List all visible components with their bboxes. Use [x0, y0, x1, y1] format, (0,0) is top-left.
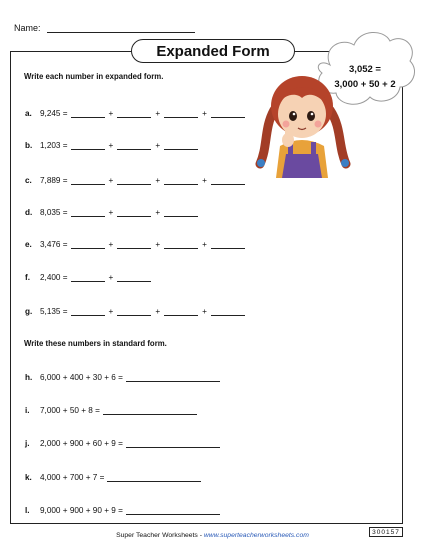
problem-letter: l. [25, 506, 30, 515]
answer-blank[interactable] [164, 176, 198, 185]
answer-blank[interactable] [71, 240, 105, 249]
problem-letter: f. [25, 273, 31, 282]
problem-expression: 6,000 + 400 + 30 + 6 = [40, 373, 123, 382]
answer-blank[interactable] [164, 109, 198, 118]
answer-blank[interactable] [211, 240, 245, 249]
problem-letter: b. [25, 141, 33, 150]
problem-letter: j. [25, 439, 30, 448]
problem-letter: g. [25, 307, 33, 316]
answer-blank[interactable] [211, 307, 245, 316]
answer-blank[interactable] [126, 439, 220, 448]
problem-letter: d. [25, 208, 33, 217]
answer-blank[interactable] [117, 208, 151, 217]
problem-f: f. 2,400 = + [25, 273, 154, 282]
problem-number: 3,476 = [40, 240, 68, 249]
problem-expression: 4,000 + 700 + 7 = [40, 473, 105, 482]
problem-expression: 9,000 + 900 + 90 + 9 = [40, 506, 123, 515]
answer-blank[interactable] [107, 473, 201, 482]
problem-h [25, 373, 223, 382]
answer-blank[interactable] [164, 208, 198, 217]
problem-i [25, 406, 200, 415]
problem-number: 1,203 = [40, 141, 68, 150]
answer-blank[interactable] [117, 273, 151, 282]
answer-blank[interactable] [71, 208, 105, 217]
girl-illustration [252, 66, 356, 178]
problem-number: 2,400 = [40, 273, 68, 282]
answer-blank[interactable] [126, 506, 220, 515]
problem-expression: 2,000 + 900 + 60 + 9 = [40, 439, 123, 448]
answer-blank[interactable] [211, 109, 245, 118]
problem-number: 5,135 = [40, 307, 68, 316]
problem-letter: a. [25, 109, 32, 118]
problem-expression: 7,000 + 50 + 8 = [40, 406, 100, 415]
name-label: Name: [14, 23, 41, 33]
footer-site-name: Super Teacher Worksheets - [116, 532, 204, 539]
bubble-line-2: 3,000 + 50 + 2 [334, 79, 396, 90]
problem-c: c. 7,889 = + + + [25, 176, 248, 185]
answer-blank[interactable] [117, 109, 151, 118]
answer-blank[interactable] [164, 240, 198, 249]
worksheet-code: 300157 [369, 527, 403, 537]
problem-g: g. 5,135 = + + + [25, 307, 248, 316]
answer-blank[interactable] [71, 109, 105, 118]
answer-blank[interactable] [71, 307, 105, 316]
answer-blank[interactable] [71, 273, 105, 282]
instruction-standard-form: Write these numbers in standard form. [24, 339, 167, 348]
problem-letter: c. [25, 176, 32, 185]
problem-letter: k. [25, 473, 32, 482]
answer-blank[interactable] [117, 141, 151, 150]
footer-url-link[interactable]: www.superteacherworksheets.com [203, 532, 309, 539]
answer-blank[interactable] [71, 176, 105, 185]
problem-e: e. 3,476 = + + + [25, 240, 248, 249]
problem-letter: i. [25, 406, 30, 415]
answer-blank[interactable] [117, 240, 151, 249]
problem-a: a. 9,245 = + + + [25, 109, 248, 118]
name-input-line[interactable] [47, 32, 195, 33]
page-title: Expanded Form [131, 39, 295, 63]
instruction-expanded-form: Write each number in expanded form. [24, 72, 164, 81]
answer-blank[interactable] [211, 176, 245, 185]
answer-blank[interactable] [164, 307, 198, 316]
answer-blank[interactable] [71, 141, 105, 150]
problem-letter: h. [25, 373, 33, 382]
problem-l [25, 506, 223, 515]
problem-b: b. 1,203 = + + [25, 141, 201, 150]
answer-blank[interactable] [117, 307, 151, 316]
problem-number: 9,245 = [40, 109, 68, 118]
problem-d: d. 8,035 = + + [25, 208, 201, 217]
problem-k [25, 473, 204, 482]
bubble-line-1: 3,052 = [349, 64, 381, 75]
problem-number: 7,889 = [40, 176, 68, 185]
problem-number: 8,035 = [40, 208, 68, 217]
problem-j [25, 439, 223, 448]
answer-blank[interactable] [164, 141, 198, 150]
answer-blank[interactable] [117, 176, 151, 185]
answer-blank[interactable] [126, 373, 220, 382]
problem-letter: e. [25, 240, 32, 249]
answer-blank[interactable] [103, 406, 197, 415]
footer [0, 532, 425, 539]
